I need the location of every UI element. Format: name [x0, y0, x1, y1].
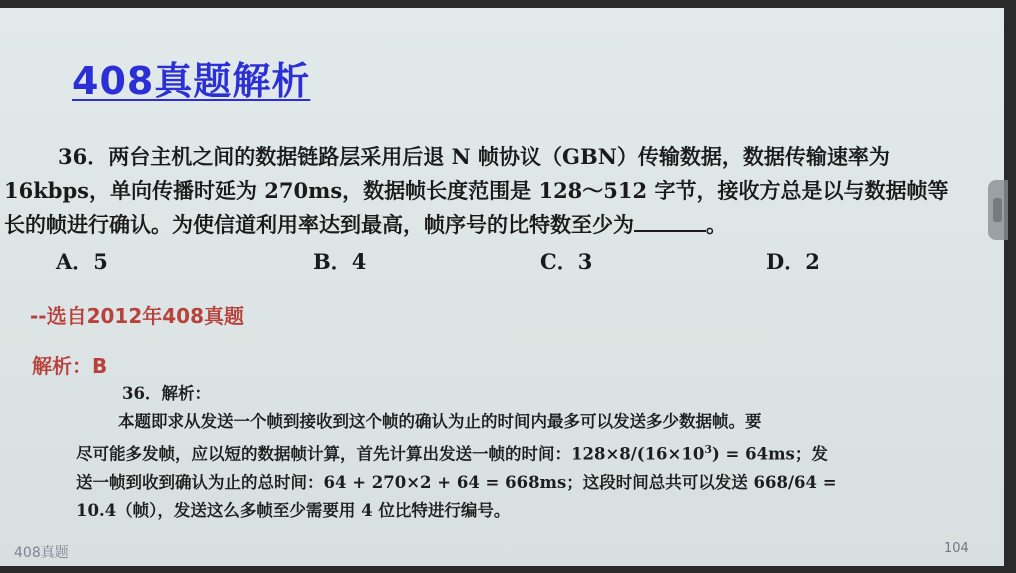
- option-c: C．3: [540, 249, 593, 274]
- side-panel-handle[interactable]: [988, 180, 1008, 240]
- slide-title: 408真题解析: [72, 59, 311, 103]
- analysis-line-1: 本题即求从发送一个帧到接收到这个帧的确认为止的时间内最多可以发送多少数据帧。要: [118, 412, 762, 431]
- options-row: [0, 246, 1004, 280]
- answer-label: 解析：B: [32, 354, 108, 378]
- analysis-heading: 36．解析：: [122, 384, 211, 403]
- slide: [0, 8, 1004, 566]
- page-number: 104: [944, 541, 969, 556]
- analysis-exponent: 3: [704, 443, 712, 456]
- option-a: A．5: [56, 249, 108, 274]
- question-line-3-text: 长的帧进行确认。为使信道利用率达到最高，帧序号的比特数至少为: [4, 212, 634, 237]
- handle-grip-icon: [993, 198, 1002, 222]
- analysis-line-2-a: 尽可能多发帧，应以短的数据帧计算，首先计算出发送一帧的时间：128×8/(16×10: [76, 444, 705, 464]
- footer-label: 408真题: [14, 545, 69, 561]
- question-line-3: [4, 208, 1000, 242]
- question-line-1: 36．两台主机之间的数据链路层采用后退 N 帧协议（GBN）传输数据，数据传输速率为: [58, 144, 890, 169]
- answer-blank: [634, 210, 706, 232]
- analysis-line-4: 10.4（帧），发送这么多帧至少需要用 4 位比特进行编号。: [76, 500, 511, 520]
- question-line-3-end: 。: [706, 212, 727, 237]
- analysis-block: [76, 380, 946, 525]
- option-b: B．4: [313, 249, 367, 274]
- analysis-line-3: 送一帧到收到确认为止的总时间：64 + 270×2 + 64 = 668ms；这段时间总共可以发送 668/64 =: [76, 472, 837, 492]
- analysis-line-2-b: ) = 64ms；发: [712, 444, 828, 464]
- analysis-line-2: [76, 436, 946, 469]
- question-source: --选自2012年408真题: [30, 304, 245, 328]
- option-d: D．2: [766, 249, 820, 274]
- question-text: [4, 140, 1000, 242]
- question-line-2: 16kbps，单向传播时延为 270ms，数据帧长度范围是 128～512 字节，接收方总是以与数据帧等: [4, 178, 949, 203]
